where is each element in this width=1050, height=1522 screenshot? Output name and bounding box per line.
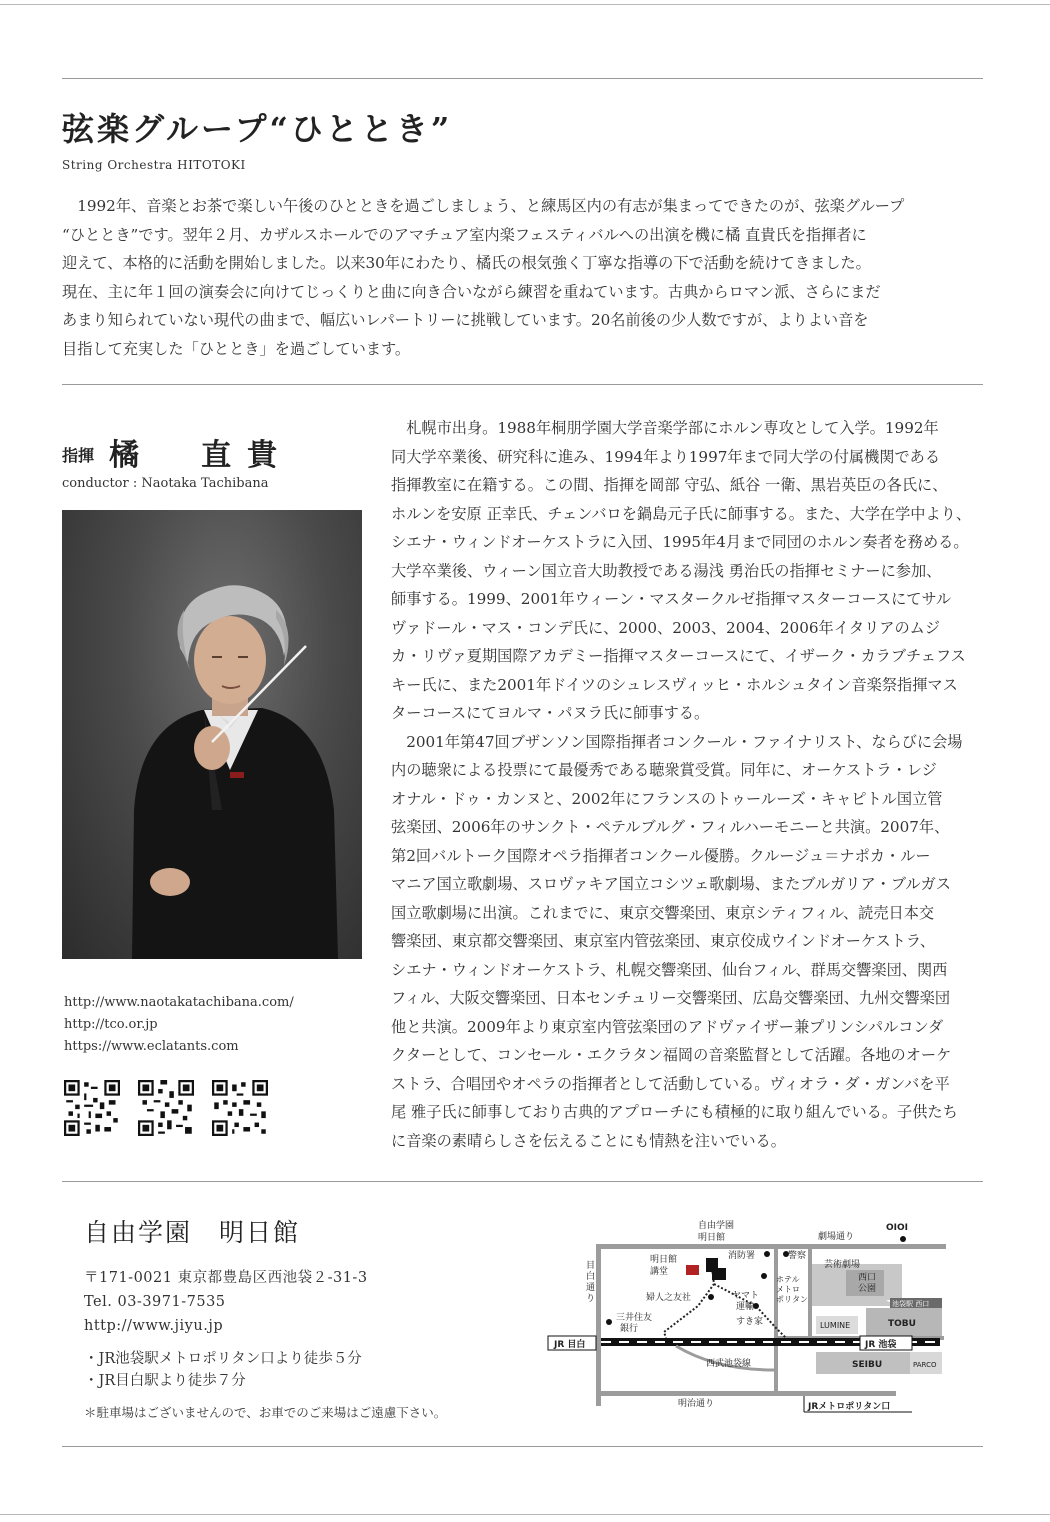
map-label-mitsui: 銀行 (620, 1324, 639, 1334)
bio-line: カ・リヴァ夏期国際アカデミー指揮マスターコースにて、イザーク・カラブチェフス (391, 647, 966, 665)
map-label-yamato: 運輸 (736, 1302, 755, 1312)
map-label-jr-ikebukuro: JR 池袋 (865, 1340, 897, 1350)
jiyu-gakuen-building (706, 1258, 726, 1280)
access-item: ・JR池袋駅メトロポリタン口より徒歩５分 (84, 1351, 362, 1367)
map-label-metropolitan-exit: JRメトロポリタン口 (808, 1402, 891, 1412)
access-map (546, 1210, 950, 1420)
map-label-yamato: ヤマト (732, 1291, 760, 1301)
venue-name: 自由学園 明日館 (84, 1218, 301, 1247)
bio-line: 大学卒業後、ウィーン国立音大助教授である湯浅 勇治氏の指揮セミナーに参加、 (391, 561, 942, 580)
bio-line: ホルンを安原 正幸氏、チェンバロを鍋島元子氏に師事する。また、大学在学中より、 (391, 504, 972, 523)
map-label-mejiro-dori: 通 (586, 1283, 596, 1293)
bio-line: マニア国立歌劇場、スロヴァキア国立コシツェ歌劇場、またブルガリア・ブルガス (391, 875, 951, 893)
group-title: 弦楽グループ“ひととき” (62, 110, 453, 148)
bio-line: に音楽の素晴らしさを伝えることにも情熱を注いでいる。 (391, 1131, 786, 1150)
bottom-divider (62, 1446, 983, 1447)
section-divider (62, 384, 983, 385)
bio-line: 内の聴衆による投票にて最優秀である聴衆賞受賞。同年に、オーケストラ・レジ (391, 761, 937, 779)
top-edge-line (0, 4, 1050, 5)
conductor-name: 橘 直貴 (109, 438, 294, 473)
bio-line: フィル、大阪交響楽団、日本センチュリー交響楽団、広島交響楽団、九州交響楽団 (391, 989, 951, 1007)
map-label-sukiya: すき家 (736, 1317, 764, 1327)
map-label-mejiro-dori: 目 (586, 1261, 596, 1271)
map-label-kodo: 明日館 (650, 1255, 678, 1265)
bio-line: 第2回バルトーク国際オペラ指揮者コンクール優勝。クルージュ＝ナポカ・ルー (391, 846, 931, 865)
map-label-seibu: SEIBU (852, 1360, 883, 1370)
conductor-heading (62, 430, 293, 474)
map-label-fujin: 婦人之友社 (646, 1293, 692, 1303)
bio-line: ターコースにてヨルマ・パヌラ氏に師事する。 (391, 704, 710, 722)
map-label-hotel: ポリタン (776, 1295, 808, 1304)
group-subtitle: String Orchestra HITOTOKI (62, 158, 246, 172)
map-label-geijutsu: 芸術劇場 (824, 1260, 861, 1270)
bio-line: 他と共演。2009年より東京室内管弦楽団のアドヴァイザー兼プリンシパルコンダ (391, 1017, 944, 1036)
link-official-site[interactable]: http://www.naotakatachibana.com/ (64, 995, 294, 1010)
map-label-nishiguchi: 西口 (858, 1273, 877, 1283)
bio-line: ストラ、合唱団やオペラの指揮者として活動している。ヴィオラ・ダ・ガンバを平 (391, 1074, 950, 1093)
map-label-jiyu: 自由学園 (698, 1221, 735, 1231)
map-label-kodo: 講堂 (650, 1267, 669, 1277)
description-line: 迎えて、本格的に活動を開始しました。以来30年にわたり、橘氏の根気強く丁寧な指導の下で活動を続けてきました。 (62, 254, 871, 272)
venue-access (84, 1348, 362, 1392)
map-label-seibu-line: 西武池袋線 (706, 1359, 752, 1369)
conductor-links (64, 992, 294, 1058)
access-item: ・JR目白駅より徒歩７分 (84, 1373, 246, 1389)
venue-url[interactable]: http://www.jiyu.jp (84, 1318, 224, 1334)
group-description (62, 192, 983, 363)
map-label-meiji-dori: 明治通り (678, 1399, 715, 1409)
description-line: 1992年、音楽とお茶で楽しい午後のひとときを過ごしましょう、と練馬区内の有志が集まってできたのが、弦楽グループ (62, 197, 905, 215)
venue-address: 〒171-0021 東京都豊島区西池袋２-31-3 (84, 1270, 368, 1286)
description-line: “ひととき”です。翌年２月、カザルスホールでのアマチュア室内楽フェスティバルへの出演を機に橘 直貴氏を指揮者に (62, 225, 867, 244)
conductor-name-english: conductor : Naotaka Tachibana (62, 476, 269, 491)
section-divider (62, 1181, 983, 1182)
bio-line: 2001年第47回ブザンソン国際指揮者コンクール・ファイナリスト、ならびに会場 (391, 732, 963, 751)
meiji-dori-road (596, 1391, 896, 1396)
bio-line: シエナ・ウィンドオーケストラに入団、1995年4月まで同団のホルン奏者を務める。 (391, 533, 969, 551)
description-line: 現在、主に年１回の演奏会に向けてじっくりと曲に向き合いながら練習を重ねています。古典からロマン派、さらにまだ (62, 282, 881, 301)
bottom-edge-line (0, 1514, 1050, 1515)
bio-line: 同大学卒業後、研究科に進み、1994年より1997年まで同大学の付属機関である (391, 447, 941, 466)
bio-line: ヴァドール・マス・コンデ氏に、2000、2003、2004、2006年イタリアのムジ (391, 618, 941, 637)
map-label-tobu: TOBU (888, 1319, 916, 1329)
map-label-hotel: メトロ (776, 1285, 800, 1294)
map-label-shobo: 消防署 (728, 1251, 756, 1261)
bio-line: 弦楽団、2006年のサンクト・ペテルブルグ・フィルハーモニーと共演。2007年、 (391, 818, 950, 836)
conductor-biography (391, 414, 983, 1155)
description-line: あまり知られていない現代の曲まで、幅広いレパートリーに挑戦しています。20名前後の少人数ですが、よりよい音を (62, 311, 869, 329)
kodo-building (686, 1265, 699, 1275)
map-label-mejiro-dori: り (586, 1294, 596, 1304)
bio-line: シエナ・ウィンドオーケストラ、札幌交響楽団、仙台フィル、群馬交響楽団、関西 (391, 960, 948, 979)
bio-line: キー氏に、また2001年ドイツのシュレスヴィッヒ・ホルシュタイン音楽祭指揮マス (391, 675, 958, 694)
bio-line: クターとして、コンセール・エクラタン福岡の音楽監督として活躍。各地のオーケ (391, 1046, 952, 1064)
bio-line: 国立歌劇場に出演。これまでに、東京交響楽団、東京シティフィル、読売日本交 (391, 903, 935, 922)
bio-line: オナル・ドゥ・カンヌと、2002年にフランスのトゥールーズ・キャピトル国立管 (391, 789, 943, 808)
bio-line: 尾 雅子氏に師事しており古典的アプローチにも積極的に取り組んでいる。子供たち (391, 1103, 958, 1121)
map-label-mejiro-dori: 白 (586, 1272, 596, 1282)
link-eclatants[interactable]: https://www.eclatants.com (64, 1039, 239, 1054)
map-label-gekijo-dori: 劇場通り (818, 1232, 855, 1242)
conductor-photo (62, 510, 362, 959)
map-label-jiyu: 明日館 (698, 1233, 726, 1243)
qr-code-icon[interactable] (64, 1080, 120, 1136)
parking-note: ＊駐車場はございませんので、お車でのご来場はご遠慮下さい。 (84, 1405, 447, 1420)
bio-line: 指揮教室に在籍する。この間、指揮を岡部 守弘、紙谷 一衛、黒岩英臣の各氏に、 (391, 476, 948, 494)
conductor-role: 指揮 (62, 446, 95, 465)
map-label-keisatsu: 警察 (788, 1251, 807, 1261)
map-label-oioi: OIOI (886, 1223, 908, 1233)
gekijo-dori-road (596, 1244, 946, 1249)
conductor-portrait-illustration (62, 510, 362, 959)
map-label-parco: PARCO (913, 1361, 937, 1369)
map-label-jr-mejiro: JR 目白 (554, 1340, 586, 1350)
qr-code-icon[interactable] (138, 1080, 194, 1136)
venue-tel: Tel. 03-3971-7535 (84, 1294, 226, 1310)
map-label-hotel: ホテル (776, 1275, 800, 1284)
link-tco[interactable]: http://tco.or.jp (64, 1017, 158, 1032)
map-label-nishiguchi: 公園 (858, 1284, 877, 1294)
description-line: 目指して充実した「ひととき」を過ごしています。 (62, 339, 411, 358)
bio-line: 札幌市出身。1988年桐朋学園大学音楽学部にホルン専攻として入学。1992年 (391, 419, 939, 437)
qr-code-icon[interactable] (212, 1080, 268, 1136)
venue-info (84, 1266, 368, 1338)
bio-line: 響楽団、東京都交響楽団、東京室内管弦楽団、東京佼成ウインドオーケストラ、 (391, 932, 936, 950)
map-label-lumine: LUMINE (820, 1321, 851, 1330)
top-divider (62, 78, 983, 79)
bio-line: 師事する。1999、2001年ウィーン・マスタークルゼ指揮マスターコースにてサル (391, 590, 952, 608)
mejiro-dori-road (596, 1244, 601, 1406)
map-label-mitsui: 三井住友 (616, 1313, 653, 1323)
map-label-ikebukuro-nishi: 池袋駅 西口 (892, 1300, 930, 1308)
